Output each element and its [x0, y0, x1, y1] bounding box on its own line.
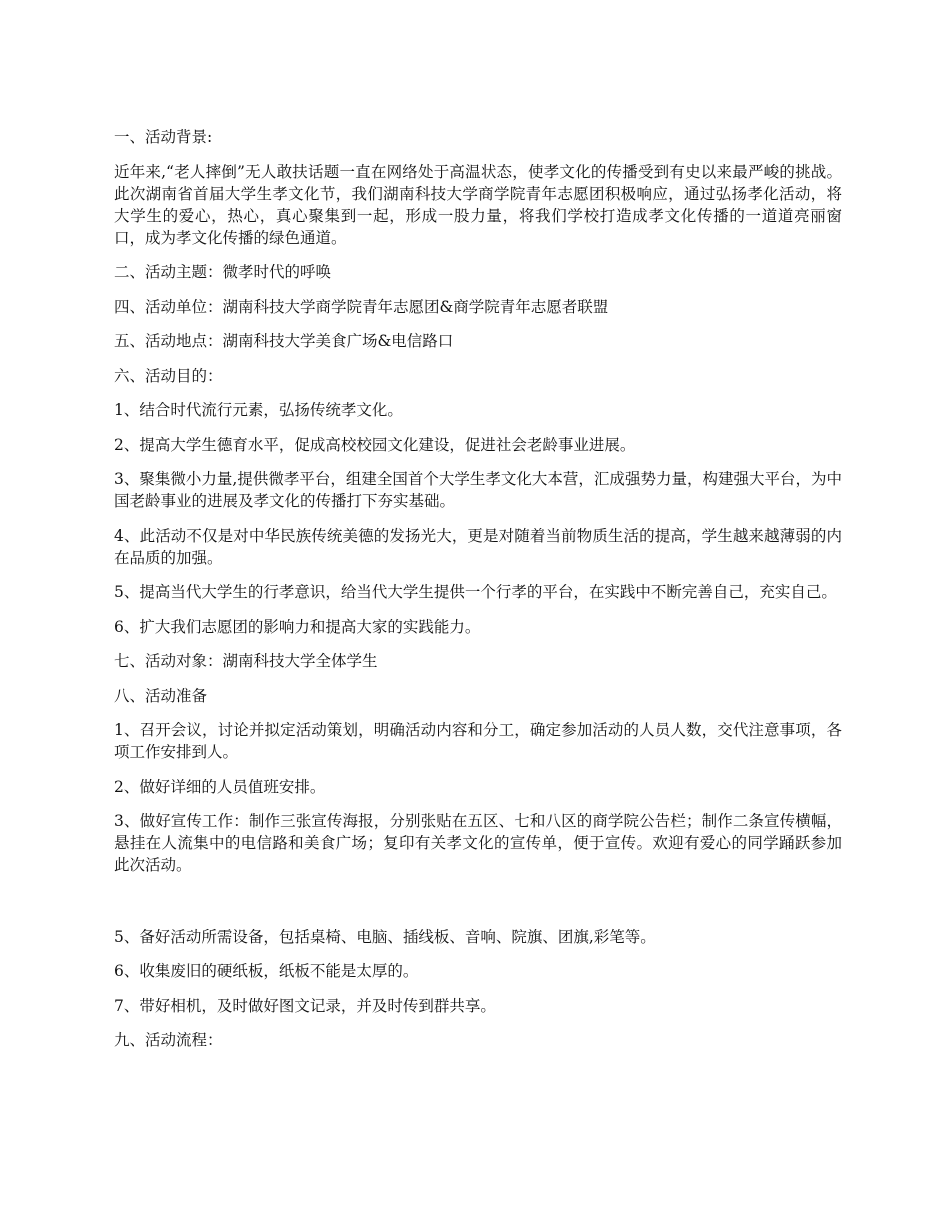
preparation-item-1: 1、召开会议，讨论并拟定活动策划，明确活动内容和分工，确定参加活动的人员人数，交代注意事项，各项工作安排到人。	[114, 721, 842, 761]
preparation-item-3: 3、做好宣传工作：制作三张宣传海报，分别张贴在五区、七和八区的商学院公告栏；制作二条宣传横幅，悬挂在人流集中的电信路和美食广场；复印有关孝文化的宣传单，便于宣传。欢迎有爱心的同学踊跃参加此次活动。	[114, 812, 842, 874]
preparation-item-6: 6、收集废旧的硬纸板，纸板不能是太厚的。	[114, 962, 419, 980]
section-heading-purpose: 六、活动目的：	[114, 366, 223, 385]
section-heading-location: 五、活动地点：湖南科技大学美食广场&电信路口	[114, 332, 454, 350]
section-heading-audience: 七、活动对象：湖南科技大学全体学生	[114, 652, 378, 670]
paragraph-background: 近年来,“老人摔倒”无人敢扶话题一直在网络处于高温状态，使孝文化的传播受到有史以来最严峻的挑战。此次湖南省首届大学生孝文化节，我们湖南科技大学商学院青年志愿团积极响应，通过弘扬孝化活动，将大学生的爱心，热心，真心聚集到一起，形成一股力量，将我们学校打造成孝文化传播的一道道亮丽窗口，成为孝文化传播的绿色通道。	[114, 162, 842, 247]
section-heading-process: 九、活动流程：	[114, 1031, 223, 1049]
purpose-item-6: 6、扩大我们志愿团的影响力和提高大家的实践能力。	[114, 617, 481, 636]
purpose-item-1: 1、结合时代流行元素，弘扬传统孝文化。	[114, 401, 403, 419]
purpose-item-3: 3、聚集微小力量,提供微孝平台，组建全国首个大学生孝文化大本营，汇成强势力量，构建强大平台，为中国老龄事业的进展及孝文化的传播打下夯实基础。	[114, 470, 842, 510]
blank-gap	[114, 889, 842, 926]
section-heading-organizer: 四、活动单位：湖南科技大学商学院青年志愿团&商学院青年志愿者联盟	[114, 297, 609, 316]
preparation-item-7: 7、带好相机，及时做好图文记录，并及时传到群共享。	[114, 996, 496, 1015]
document-body	[114, 126, 842, 1064]
section-heading-preparation: 八、活动准备	[114, 686, 208, 705]
preparation-item-5: 5、备好活动所需设备，包括桌椅、电脑、插线板、音响、院旗、团旗,彩笔等。	[114, 927, 656, 946]
purpose-item-4: 4、此活动不仅是对中华民族传统美德的发扬光大，更是对随着当前物质生活的提高，学生越来越薄弱的内在品质的加强。	[114, 526, 842, 567]
section-heading-background: 一、活动背景:	[114, 128, 213, 146]
preparation-item-2: 2、做好详细的人员值班安排。	[114, 777, 326, 796]
section-heading-theme: 二、活动主题：微孝时代的呼唤	[114, 263, 332, 281]
purpose-item-5: 5、提高当代大学生的行孝意识，给当代大学生提供一个行孝的平台，在实践中不断完善自己，充实自己。	[114, 583, 837, 601]
purpose-item-2: 2、提高大学生德育水平，促成高校校园文化建设，促进社会老龄事业进展。	[114, 435, 636, 454]
